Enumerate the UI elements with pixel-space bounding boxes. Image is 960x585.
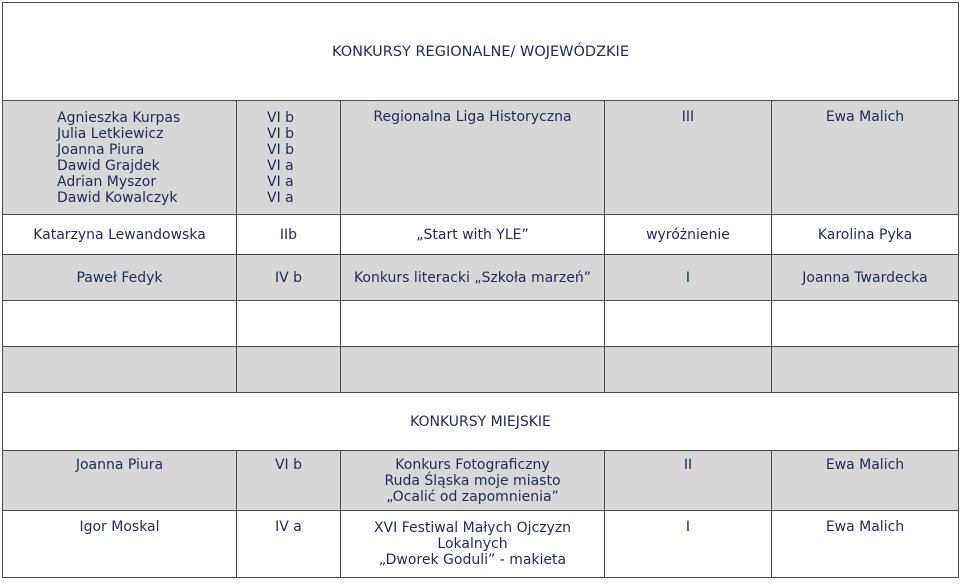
- class-label: IV b: [237, 255, 341, 301]
- contest-line: Ruda Śląska moje miasto: [384, 472, 561, 489]
- contest-line: XVI Festiwal Małych Ojczyzn: [373, 520, 572, 536]
- table-row: [3, 255, 959, 301]
- empty-row: [3, 347, 959, 393]
- place: I: [605, 255, 772, 301]
- regional-title-row: [3, 3, 959, 101]
- class-label: VI a: [267, 173, 294, 190]
- contest-name: Regionalna Liga Historyczna: [341, 101, 605, 215]
- student-name: Dawid Kowalczyk: [57, 189, 178, 206]
- student-name: Katarzyna Lewandowska: [3, 215, 237, 255]
- student-name: Paweł Fedyk: [3, 255, 237, 301]
- student-name: Adrian Myszor: [57, 173, 157, 190]
- student-names: [3, 101, 237, 215]
- class-label: VI a: [267, 189, 294, 206]
- teacher: Ewa Malich: [772, 451, 959, 511]
- teacher: Ewa Malich: [772, 511, 959, 578]
- class-label: VI b: [267, 141, 295, 158]
- contest-name: [341, 451, 605, 511]
- place: I: [605, 511, 772, 578]
- class-label: VI a: [267, 157, 294, 174]
- student-name: Joanna Piura: [57, 141, 145, 158]
- table-row: [3, 215, 959, 255]
- class-label: VI b: [237, 451, 341, 511]
- class-label: IIb: [237, 215, 341, 255]
- student-name: Joanna Piura: [3, 451, 237, 511]
- contest-line: Lokalnych: [437, 536, 508, 552]
- student-classes: [237, 101, 341, 215]
- table-row: [3, 451, 959, 511]
- student-name: Agnieszka Kurpas: [57, 109, 181, 126]
- table-row: [3, 101, 959, 215]
- place: II: [605, 451, 772, 511]
- contest-name: „Start with YLE”: [341, 215, 605, 255]
- class-label: VI b: [267, 109, 295, 126]
- teacher: Joanna Twardecka: [772, 255, 959, 301]
- contest-line: „Ocalić od zapomnienia”: [386, 488, 559, 505]
- table-row: [3, 511, 959, 578]
- teacher: Ewa Malich: [772, 101, 959, 215]
- competition-results-table: [2, 2, 959, 578]
- city-section-title: KONKURSY MIEJSKIE: [3, 393, 959, 451]
- place: wyróżnienie: [605, 215, 772, 255]
- student-name: Dawid Grajdek: [57, 157, 160, 174]
- contest-line: „Dworek Goduli” - makieta: [378, 552, 567, 568]
- class-label: VI b: [267, 125, 295, 142]
- contest-name: [341, 511, 605, 578]
- teacher: Karolina Pyka: [772, 215, 959, 255]
- student-name: Julia Letkiewicz: [57, 125, 164, 142]
- regional-section-title: KONKURSY REGIONALNE/ WOJEWÓDZKIE: [3, 3, 959, 101]
- student-name: Igor Moskal: [3, 511, 237, 578]
- contest-name: Konkurs literacki „Szkoła marzeń”: [341, 255, 605, 301]
- city-title-row: [3, 393, 959, 451]
- contest-line: Konkurs Fotograficzny: [395, 456, 550, 473]
- place: III: [605, 101, 772, 215]
- empty-row: [3, 301, 959, 347]
- class-label: IV a: [237, 511, 341, 578]
